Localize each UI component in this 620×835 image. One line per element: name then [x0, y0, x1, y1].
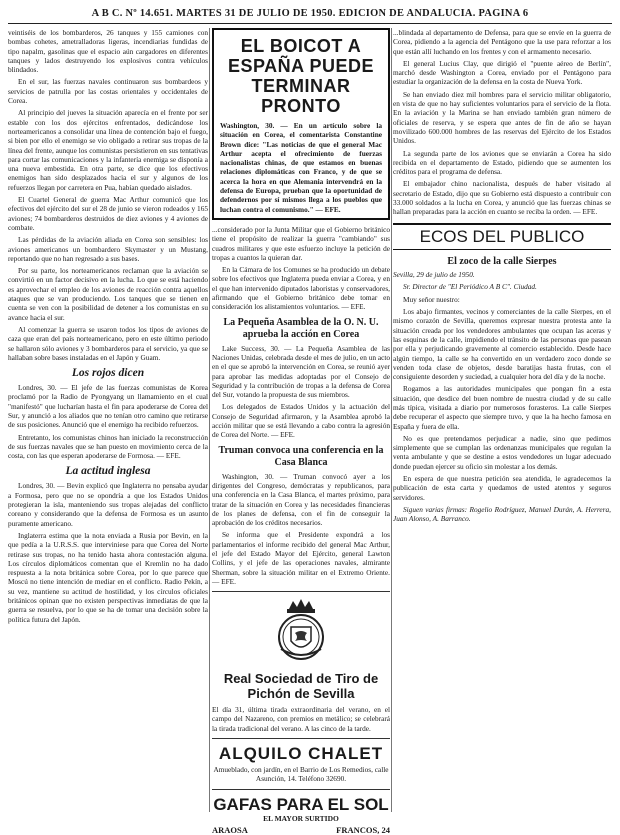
divider	[212, 591, 390, 592]
article-paragraph: No es que pretendamos perjudicar a nadie, sino que pedimos simplemente que se cumplan las ordenanzas municipales que regulan la venta ambulante y que se destine a estos vendedores un lugar adecuado donde puedan ejercer su oficio sin molestar a los demás.	[393, 433, 611, 471]
divider	[212, 789, 390, 790]
article-paragraph: En espera de que nuestra petición sea atendida, le agradecemos la publicación de esta carta y quedamos de usted atentos y seguros servidores.	[393, 474, 611, 502]
article-paragraph: Los delegados de Estados Unidos y la actuación del Consejo de Seguridad afirmaron, y la Asamblea aprobó la acción militar que se está llevando a cabo contra la agresión de Corea del Norte. — EFE.	[212, 402, 390, 440]
divider	[212, 738, 390, 739]
article-paragraph: Se informa que el Presidente expondrá a los parlamentarios el informe recibido del general Mac Arthur, el jefe del Estado Mayor del Ejército, general Lawton Collins, y el jefe de las operaciones navales, almirante Sherman, sobre la situación militar en el Extremo Oriente. — EFE.	[212, 530, 390, 586]
advert-gafas	[212, 795, 390, 835]
article-paragraph: Rogamos a las autoridades municipales que pongan fin a esta situación, que desdice del buen nombre de nuestra ciudad y de su calle más típica, visitada a diario por numerosos forasteros. La calle Sierpes debe recuperar el aspecto que siempre tuvo, y que la ha hecho famosa en España y fuera de ella.	[393, 384, 611, 431]
section-title-ecos: ECOS DEL PUBLICO	[393, 223, 611, 250]
article-paragraph: En la Cámara de los Comunes se ha producido un debate sobre los efectivos que Inglaterra pueda enviar a Corea, y en el que han intervenido diputados laboristas y conservadores, afirmando que el Gobierno británico debe tomar en consideración los alistamientos voluntarios. — EFE.	[212, 265, 390, 312]
headline-zoco: El zoco de la calle Sierpes	[447, 255, 557, 267]
article-paragraph: ...blindada al departamento de Defensa, para que se envíe en la guerra de Corea, pidiendo a la agencia del Pentágono que la use para reforzar a los que están allí luchando en los frentes y con el armamento necesario.	[393, 28, 611, 56]
column-rule	[209, 28, 210, 812]
letter-greeting: Muy señor nuestro:	[403, 294, 460, 304]
advert-title: GAFAS PARA EL SOL	[213, 794, 389, 814]
article-paragraph: La segunda parte de los aviones que se enviarán a Corea ha sido recibida en el departamento de Estado, pidiendo que se aumenten los créditos para el programa de defensa.	[393, 148, 611, 177]
column-rule	[391, 28, 392, 812]
article-paragraph: En el sur, las fuerzas navales continuaron sus bombardeos y servicios de patrulla por las costas orientales y occidentales de Corea.	[8, 77, 208, 106]
shop-address: FRANCOS, 24	[336, 824, 390, 835]
boycott-body: Washington, 30. — En un artículo sobre la situación en Corea, el comentarista Constantine Brown dice: "Las noticias de que el general Mac Arthur acepta el ofrecimiento de fuerzas nacionalistas chinas, de que estamos en buenas relaciones diplomáticas con Franco, y de que se acerca la hora en que Alemania intervendrá en la defensa de Europa, prueban que la oportunidad de defendernos por sí mismos llega a los pueblos que luchan contra el comunismo." — EFE.	[220, 121, 382, 214]
advert-body: Amueblado, con jardín, en el Barrio de Los Remedios, calle Asunción, 14. Teléfono 32690.	[213, 765, 389, 784]
article-paragraph: Se han enviado diez mil hombres para el servicio militar obligatorio, en vista de que no hay suficientes voluntarios para el servicio de la flota. En la aviación y la Marina se han enviado también gran número de oficiales de reserva, y se espera que antes de fin de año se hayan movilizado 600.000 hombres de las reservas del Ejército de los Estados Unidos.	[393, 89, 611, 146]
article-paragraph: Lake Success, 30. — La Pequeña Asamblea de las Naciones Unidas, celebrada desde el mes de julio, en un acto en el que se aprobó la intervención en Corea, se reunió ayer para aprobar las medidas adoptadas por el Consejo de Seguridad y la contribución de tropas a la defensa de Corea del Sur, votando la propuesta de sus miembros.	[212, 343, 390, 400]
article-paragraph: Por su parte, los norteamericanos reclaman que la aviación se convirtió en un factor decisivo en la lucha. Lo que se está haciendo es aprovechar el empleo de los aviones de reacción contra aquellos ataques que se van produciendo. Los tanques que se tienen en cuenta se ven con la posibilidad de detener a los comunistas en su avance hacia el sur.	[8, 266, 208, 322]
boycott-headline: EL BOICOT A ESPAÑA PUEDE TERMINAR PRONTO	[227, 36, 375, 116]
page-header: A B C. Nº 14.651. MARTES 31 DE JULIO DE 1950. EDICION DE ANDALUCIA. PAGINA 6	[8, 5, 612, 24]
column-3	[393, 28, 611, 814]
advert-chalet	[212, 744, 390, 784]
boycott-box	[212, 28, 390, 220]
article-paragraph: El embajador chino nacionalista, después de haber visitado al secretario de Estado, dijo que su Gobierno está dispuesto a contribuir con 33.000 soldados a la lucha en Corea, y anunció que las fuerzas chinas se hallan preparadas para la acción en cuanto se reciba la orden. — EFE.	[393, 179, 611, 217]
letter-signatures: Siguen varias firmas: Rogelio Rodríguez, Manuel Durán, A. Herrera, Juan Alonso, A. Barranco.	[393, 504, 611, 524]
article-paragraph: Washington, 30. — Truman convocó ayer a los dirigentes del Congreso, demócratas y republicanos, para una conferencia en la Casa Blanca, el martes próximo, para tratar de la situación en Corea y las necesidades financieras de los planes de defensa, con el fin de conseguir la aprobación de los créditos necesarios.	[212, 471, 390, 528]
article-paragraph: Londres, 30. — Bevin explicó que Inglaterra no pensaba ayudar a Formosa, pero que no se opondría a que los Estados Unidos protegieran la isla, manteniendo sus tropas alejadas del conflicto coreano y considerando que la defensa de Formosa es un asunto puramente americano.	[8, 481, 208, 528]
article-paragraph: Al principio del jueves la situación aparecía en el frente por ser estable con los dos ejércitos enfrentados, dedicándose los norteamericanos a consolidar una línea de contención bajo el fuego, si bien por ello el enemigo se vio obligado a retirar sus tropas de la línea del frente, aunque los comunistas persistieron en sus tentativas para cortar las comunicaciones y la infantería enemiga se disponía a una nueva embestida. En otra parte, se dice que los efectivos enemigos han sido desplazados hacia el sur y algunos de los refuerzos llegan por carretera en Pua, habían quedado aislados.	[8, 108, 208, 192]
article-paragraph: Las pérdidas de la aviación aliada en Corea son sensibles: los aviones americanos un bombardero Skymaster y un Mustang, reportando que no han regresado a sus bases.	[8, 235, 208, 263]
advert-tiro-pichon	[212, 597, 390, 733]
advert-footer	[212, 825, 390, 835]
article-paragraph: El general Lucius Clay, que dirigió el "puente aéreo de Berlín", marchó desde Washington a Corea, enviado por el Pentágono para estudiar la organización de la defensa en la costa de Nueva York.	[393, 58, 611, 87]
article-paragraph: Los abajo firmantes, vecinos y comerciantes de la calle Sierpes, en el mismo corazón de Sevilla, queremos expresar nuestra protesta ante la situación creada por los vendedores ambulantes que ocupan las aceras y las esquinas de la calle, impidiendo el tránsito de las personas que pasean por ella y perjudicando gravemente al comercio establecido. Desde hace algún tiempo, la calle se ha convertido en un verdadero zoco donde se venden toda clase de objetos, desde baratijas hasta frutas, con el consiguiente desorden y suciedad, a cualquier hora del día y de la noche.	[393, 307, 611, 382]
shop-name: ARAOSA	[212, 824, 248, 835]
article-paragraph: El Cuartel General de guerra Mac Arthur comunicó que los efectivos del ejército del sur el 28 de junio se vieron rodeados y 165 aviones; 74 bombarderos destruidos de diez aviones y 4 aviones de combate.	[8, 195, 208, 232]
column-1	[8, 28, 208, 814]
letter-date: Sevilla, 29 de julio de 1950.	[393, 270, 475, 280]
advert-title: ALQUILO CHALET	[218, 744, 384, 764]
advert-title: Real Sociedad de Tiro de Pichón de Sevilla	[223, 671, 379, 702]
article-paragraph: ...considerado por la Junta Militar que el Gobierno británico tiene el propósito de realizar la guerra "cambiando" sus cuadros militares y que este esfuerzo incluye la petición de tropas a cuantos la quieran dar.	[212, 224, 390, 262]
headline-truman: Truman convoca una conferencia en la Casa Blanca	[218, 444, 384, 468]
article-paragraph: Londres, 30. — El jefe de las fuerzas comunistas de Korea proclamó por la Radio de Pyongyang un llamamiento en el cual "manifestó" que lucharían hasta el fin para apoderarse de Corea del Sur, y anunció a los aliados que no tenían otro camino que retirarse de sus posiciones. Anunció que el enemigo ha recibido refuerzos.	[8, 383, 208, 430]
advert-body: El día 31, última tirada extraordinaria del verano, en el campo del Nazareno, con premios en metálico; se celebrará la tirada tradicional del verano. A las cinco de la tarde.	[212, 705, 390, 733]
royal-crest-icon	[269, 597, 333, 667]
subheading-rojos: Los rojos dicen	[71, 367, 145, 380]
article-paragraph: veintiséis de los bombarderos, 26 tanques y 155 camiones con bombas cohetes, ametralladoras ligeras, incendiarias fundidas de tipo napalm, gasolinas que el espacio aún cargadores en diferentes tanques y lados destruyendo los explosivos contra vehículos blindados.	[8, 28, 208, 75]
column-2	[212, 28, 390, 835]
letter-recipient: Sr. Director de "El Periódico A B C". Ciudad.	[403, 282, 537, 292]
advert-subtitle: EL MAYOR SURTIDO	[263, 813, 339, 823]
article-paragraph: Inglaterra estima que la nota enviada a Rusia por Bevin, en la que pedía a la U.R.S.S. que interviniese para que Corea del Norte retirase sus tropas, no ha tenido hasta ahora contestación alguna. Los círculos diplomáticos comentan que el Kremlin no ha dado respuesta a la nota británica sobre Corea, por lo que parece que Moscú no tiene intención de mediar en el conflicto. Radio Pekín, a su vez, mantiene su actitud de hostilidad, y los círculos oficiales británicos opinan que no existen perspectivas inmediatas de que la guerra se resuelva, por lo que se ha de tomar una decisión sobre la política futura del Japón.	[8, 530, 208, 624]
headline-onu: La Pequeña Asamblea de la O. N. U. aprueba la acción en Corea	[223, 316, 379, 340]
subheading-actitud: La actitud inglesa	[65, 465, 151, 478]
article-paragraph: Entretanto, los comunistas chinos han iniciado la reconstrucción de sus fuerzas navales que se han puesto en movimiento cerca de la costa, con las que esperan apoderarse de Formosa. — EFE.	[8, 432, 208, 461]
article-paragraph: Al comenzar la guerra se usaron todos los tipos de aviones de caza que eran del país norteamericano, pero en este último periodo se hallaron sólo aviones y 3 bombarderos para el servicio, ya que se hallaban sobre bases instaladas en el Japón y Guam.	[8, 324, 208, 362]
